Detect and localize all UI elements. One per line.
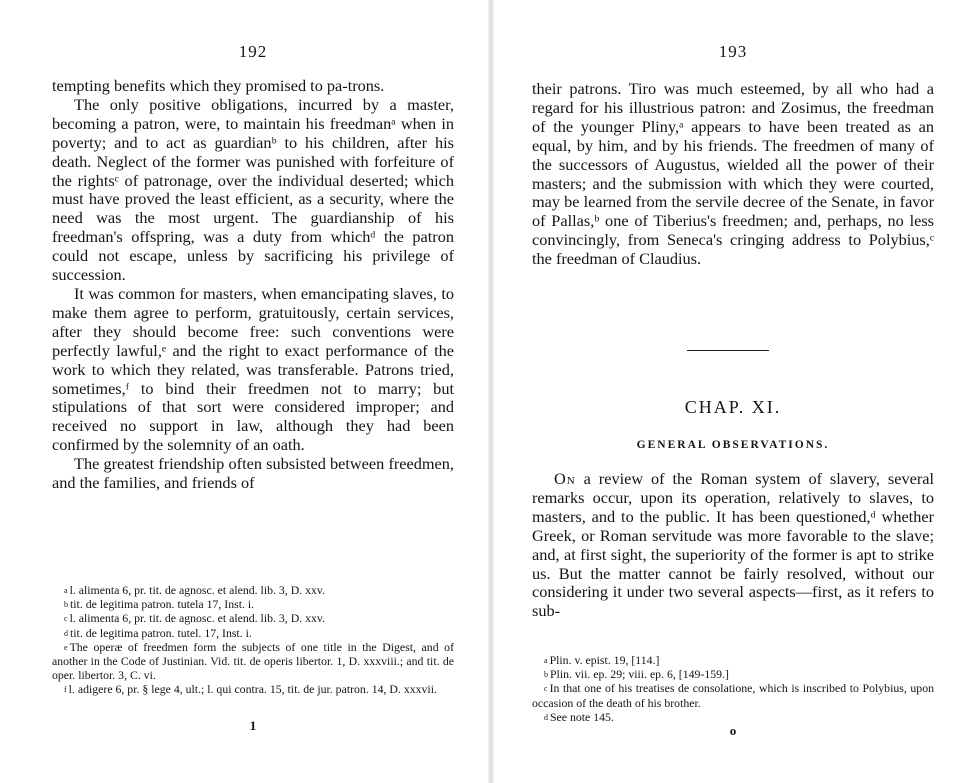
footnote bbox=[52, 597, 454, 611]
footnote bbox=[52, 640, 454, 683]
paragraph: tempting benefits which they promised to pa-trons. bbox=[52, 76, 385, 95]
footnote-mark: c bbox=[64, 614, 68, 624]
book-gutter bbox=[488, 0, 494, 783]
footnote-mark: b bbox=[544, 670, 548, 680]
page-number: 193 bbox=[718, 42, 748, 61]
footnote bbox=[52, 611, 454, 625]
paragraph: It was common for masters, when emancipating slaves, to make them agree to perform, gratuitously, certain services, after they should become free: such conventions were perfectly lawful,ᵉ and the right to exact performance of the work to which they related, was transferable. Patrons tried, sometimes,ᶠ to bind their freedmen not to marry; but stipulations of that sort were considered improper; and received no support in law, although they had been confirmed by the solemnity of an oath. bbox=[52, 283, 454, 455]
paragraph: their patrons. Tiro was much esteemed, by all who had a regard for his illustrious patron: and Zosimus, the freedman of the younger Pliny,ᵃ appears to have been treated as an equal, by him, and by his friends. The freedmen of many of the successors of Augustus, wielded all the power of their masters; and the submission with which they were courted, may be learned from the servile decree of the Senate, in favor of Pallas,ᵇ one of Tiberius's freedmen; and, perhaps, no less convincingly, from Seneca's cringing address to Polybius,ᶜ the freedman of Claudius. bbox=[532, 79, 934, 269]
footnote-text: Plin. vii. ep. 29; viii. ep. 6, [149-159.] bbox=[550, 667, 729, 682]
footnote-text: l. adigere 6, pr. § lege 4, ult.; l. qui contra. 15, tit. de jur. patron. 14, D. xxxvii. bbox=[68, 682, 437, 697]
paragraph: The greatest friendship often subsisted between freedmen, and the families, and friends of bbox=[52, 454, 454, 493]
footnote bbox=[532, 667, 934, 681]
paragraph: The only positive obligations, incurred by a master, becoming a patron, were, to maintain his freedmanᵃ when in poverty; and to act as guardianᵇ to his children, after his death. Neglect of the former was punished with forfeiture of the rightsᶜ of patronage, over the individual deserted; which must have proved the least efficient, as a security, where the need was the most urgent. The guardianship of his freedman's offspring, was a duty from whichᵈ the patron could not escape, unless by sacrificing his privilege of succession. bbox=[52, 94, 454, 285]
footnote bbox=[532, 653, 934, 667]
footnote bbox=[532, 710, 934, 724]
footnote-text: See note 145. bbox=[550, 709, 614, 724]
footnote bbox=[52, 682, 454, 696]
body-text bbox=[52, 77, 454, 493]
footnotes bbox=[52, 583, 454, 697]
footnote-text: l. alimenta 6, pr. tit. de agnosc. et alend. lib. 3, D. xxv. bbox=[69, 611, 325, 626]
footnote bbox=[52, 626, 454, 640]
footnote-mark: f bbox=[64, 685, 67, 695]
footnote-text: Plin. v. epist. 19, [114.] bbox=[549, 653, 660, 667]
footnote-text: In that one of his treatises de consolatione, which is inscribed to Polybius, upon occasion of the death of his brother. bbox=[532, 681, 934, 710]
footnote-mark: b bbox=[64, 600, 68, 610]
footnote-text: tit. de legitima patron. tutela 17, Inst. i. bbox=[70, 597, 255, 612]
footnote-text: l. alimenta 6, pr. tit. de agnosc. et alend. lib. 3, D. xxv. bbox=[69, 583, 325, 597]
page-number: 192 bbox=[238, 42, 268, 61]
section-heading: GENERAL OBSERVATIONS. bbox=[636, 439, 830, 451]
body-text bbox=[532, 80, 934, 269]
section-divider bbox=[687, 350, 769, 351]
footnotes bbox=[532, 653, 934, 724]
footnote bbox=[532, 681, 934, 709]
chapter-title: CHAP. XI. bbox=[684, 397, 782, 417]
footnote-text: The operæ of freedmen form the subjects of one title in the Digest, and of another in the Code of Justinian. Vid. tit. de operis libertor. 1, D. xxxviii.; and tit. de oper. libertor. 3, C. vi. bbox=[52, 639, 454, 683]
footnote-mark: a bbox=[544, 656, 548, 665]
signature-mark: o bbox=[729, 723, 737, 738]
chapter-body-text bbox=[532, 470, 934, 621]
paragraph bbox=[532, 470, 934, 621]
footnote-mark: a bbox=[64, 586, 68, 595]
footnote-text: tit. de legitima patron. tutel. 17, Inst. i. bbox=[70, 625, 252, 640]
signature-mark: 1 bbox=[249, 718, 257, 733]
footnote-mark: d bbox=[64, 628, 68, 638]
footnote-mark: c bbox=[544, 684, 548, 694]
footnote bbox=[52, 583, 454, 597]
chapter-first-word: On bbox=[554, 469, 576, 488]
chapter-paragraph-text: a review of the Roman system of slavery, several remarks occur, upon its operation, relatively to slaves, to masters, and to the public. It has been questioned,ᵈ whether Greek, or Roman servitude was more favorable to the slave; and, at first sight, the superiority of the former is apt to strike us. But the matter cannot be fairly resolved, without our considering it under two several aspects—first, as it refers to sub- bbox=[532, 469, 934, 621]
footnote-mark: d bbox=[544, 712, 548, 722]
footnote-mark: e bbox=[64, 642, 68, 652]
